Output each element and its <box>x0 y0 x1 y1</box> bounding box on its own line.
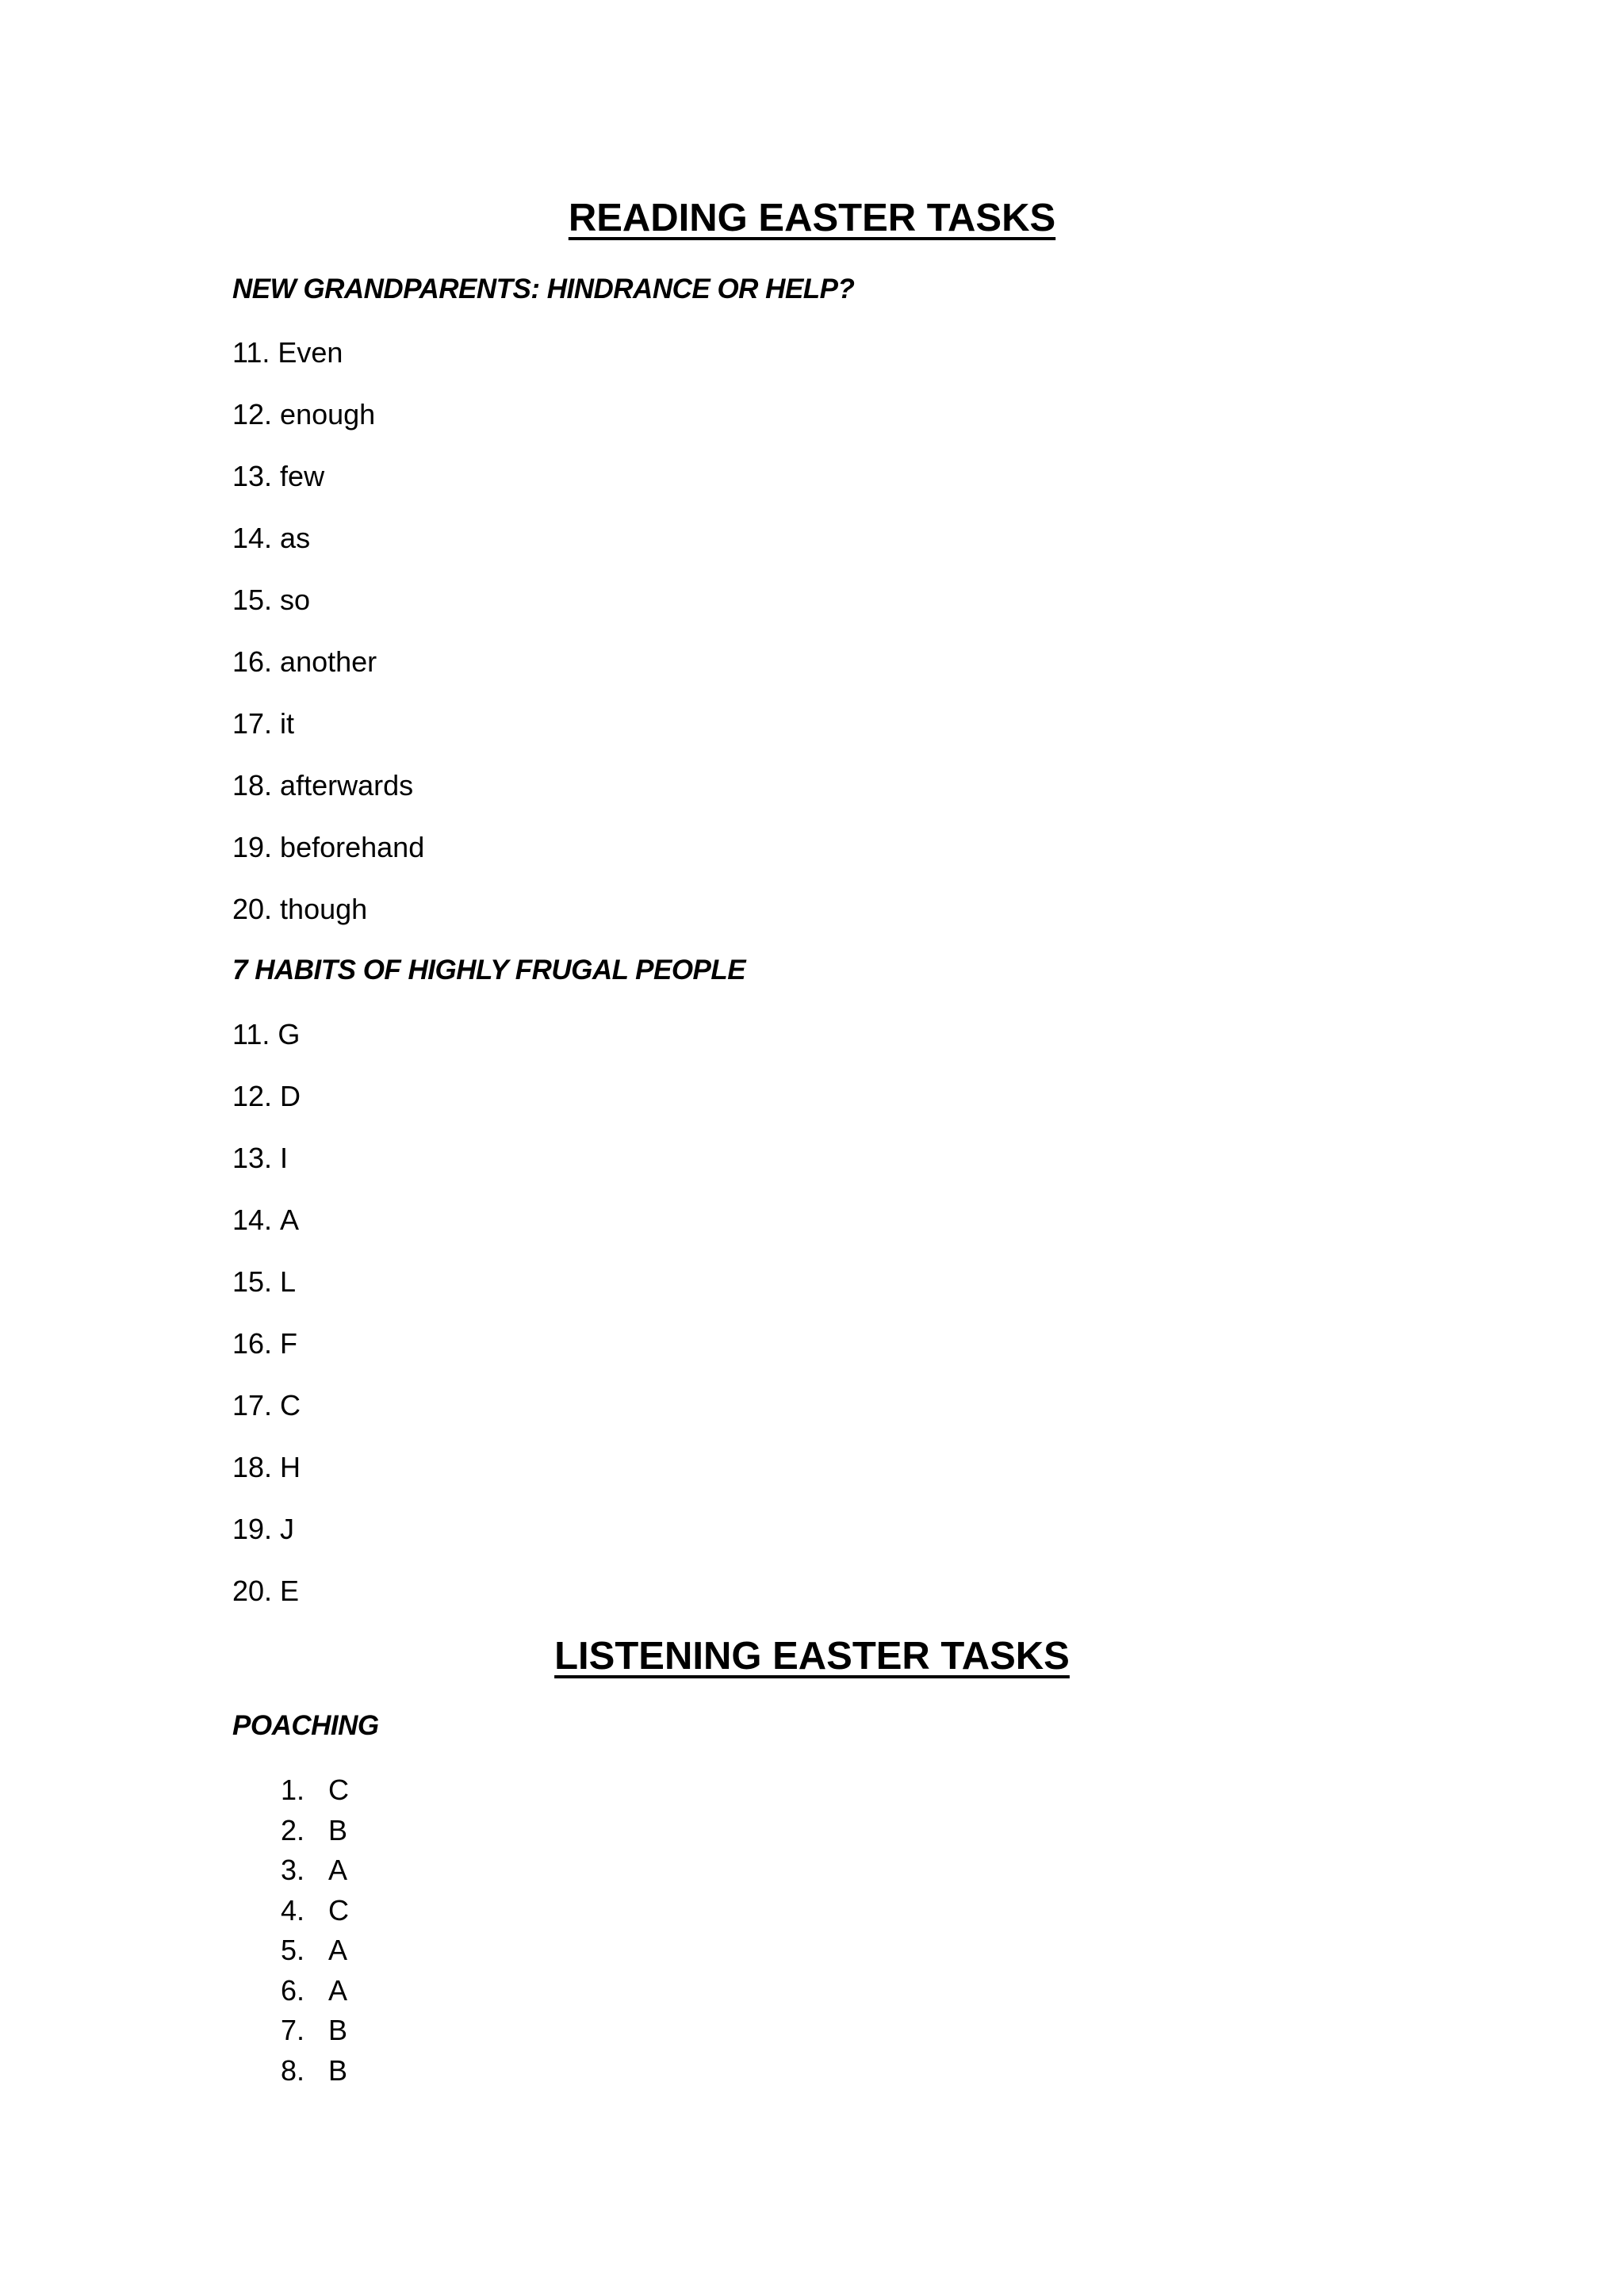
list-item: 3. A <box>280 1854 348 1886</box>
list-item: 13. I <box>232 1142 289 1174</box>
list-item: 18. H <box>232 1451 301 1483</box>
listening-heading: LISTENING EASTER TASKS <box>554 1635 1070 1678</box>
list-item: 6. A <box>280 1973 348 2007</box>
list-item: 4. C <box>280 1893 349 1927</box>
list-item: 16. F <box>232 1327 298 1360</box>
list-item: 2. B <box>280 1813 348 1846</box>
list-item: 8. B <box>280 2053 348 2087</box>
list-item: 11. Even <box>232 336 343 369</box>
list-item: 5. A <box>280 1934 348 1966</box>
list-item: 17. C <box>232 1389 301 1422</box>
answer-list-poaching <box>270 1773 349 2093</box>
list-item: 19. beforehand <box>232 831 425 863</box>
list-item: 18. afterwards <box>232 769 414 802</box>
list-item: 17. it <box>232 707 295 740</box>
section-title-frugal: 7 HABITS OF HIGHLY FRUGAL PEOPLE <box>232 955 746 985</box>
list-item: 20. though <box>232 893 368 925</box>
list-item: 15. L <box>232 1265 297 1298</box>
list-item: 13. few <box>232 460 325 492</box>
list-item: 19. J <box>232 1513 295 1545</box>
list-item: 14. as <box>232 522 311 554</box>
list-item: 15. so <box>232 584 311 616</box>
reading-heading: READING EASTER TASKS <box>568 197 1056 239</box>
list-item: 16. another <box>232 645 377 678</box>
answer-list-frugal <box>232 1017 301 1636</box>
list-item: 12. enough <box>232 398 376 430</box>
answer-list-grandparents <box>232 335 424 954</box>
list-item: 12. D <box>232 1080 301 1112</box>
list-item: 7. B <box>280 2014 348 2046</box>
section-title-grandparents: NEW GRANDPARENTS: HINDRANCE OR HELP? <box>232 274 855 304</box>
list-item: 20. E <box>232 1575 300 1607</box>
list-item: 14. A <box>232 1203 300 1236</box>
list-item: 1. C <box>280 1774 349 1806</box>
section-title-poaching: POACHING <box>232 1710 379 1741</box>
list-item: 11. G <box>232 1018 301 1050</box>
